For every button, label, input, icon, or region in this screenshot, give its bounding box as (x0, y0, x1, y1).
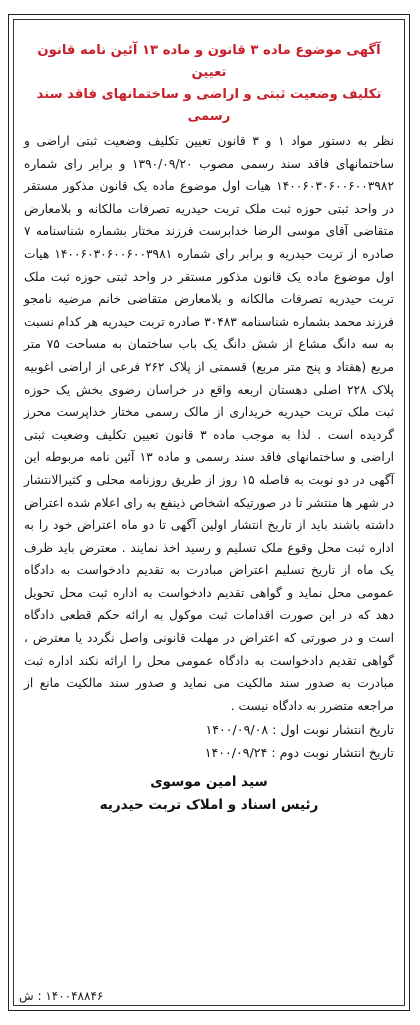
date-first-publication: تاریخ انتشار نوبت اول : ۱۴۰۰/۰۹/۰۸ (205, 722, 394, 738)
signer-title: رئیس اسناد و املاک تربت حیدریه (99, 796, 319, 813)
publication-dates (24, 719, 394, 764)
footer-code: ۱۴۰۰۴۸۸۴۶ : ش (19, 989, 104, 1003)
notice-title-line1: آگهی موضوع ماده ۳ قانون و ماده ۱۳ آئین نامه قانون تعیین (37, 43, 381, 80)
signer-name: سید امین موسوی (150, 773, 268, 790)
notice-body: نظر به دستور مواد ۱ و ۳ قانون تعیین تکلیف وضعیت ثبتی اراضی و ساختمانهای فاقد سند رسمی مصوب ۱۳۹۰/۰۹/۲۰ و برابر رای شماره ۱۴۰۰۶۰۳۰۶۰۰۶۰۰۳۹۸۲ هیات اول موضوع ماده یک قانون مذکور مستقر در واحد ثبتی حوزه ثبت ملک تربت حیدریه تصرفات مالکانه و بلامعارض متقاضی آقای موسی الرضا خدابرست فرزند مختار بشماره شناسنامه ۷ صادره از تربت حیدریه و برابر رای شماره ۱۴۰۰۶۰۳۰۶۰۰۶۰۰۳۹۸۱ هیات اول موضوع ماده یک قانون مذکور مستقر در واحد ثبتی حوزه ثبت ملک تربت حیدریه تصرفات مالکانه و بلامعارض متقاضی خانم مرضیه نامجو فرزند محمد بشماره شناسنامه ۳۰۴۸۳ صادره تربت حیدریه هر کدام نسبت به سه دانگ مشاع از شش دانگ یک باب ساختمان به مساحت ۷۵ متر مربع (هفتاد و پنج متر مربع) قسمتی از پلاک ۲۶۲ فرعی از اراضی اغوبیه پلاک ۲۲۸ اصلی دهستان اربعه واقع در خراسان رضوی بخش یک حوزه ثبت ملک تربت حیدریه خریداری از مالک رسمی مختار خداپرست محرز گردیده است . لذا به موجب ماده ۳ قانون تعیین تکلیف وضعیت ثبتی اراضی و ساختمانهای فاقد سند رسمی و ماده ۱۳ آئین نامه مربوطه این آگهی در دو نوبت به فاصله ۱۵ روز از طریق روزنامه محلی و کثیرالانتشار در شهر ها منتشر تا در صورتیکه اشخاص ذینفع به رای اعلام شده اعتراض داشته باشند باید از تاریخ انتشار اولین آگهی تا دو ماه اعتراض خود را به اداره ثبت محل وقوع ملک تسلیم و رسید اخذ نمایند . معترض باید ظرف یک ماه از تاریخ تسلیم اعتراض مبادرت به تقدیم دادخواست به دادگاه عمومی محل نماید و گواهی تقدیم دادخواست به اداره ثبت محل تحویل دهد که در این صورت اقدامات ثبت موکول به ارائه حکم قطعی دادگاه است و در صورتی که اعتراض در مهلت قانونی واصل نگردد یا معترض ، گواهی تقدیم دادخواست به دادگاه عمومی محل را ارائه نکند اداره ثبت مبادرت به صدور سند مالکیت می نماید و صدور سند مالکیت مانع از مراجعه متضرر به دادگاه نیست . (24, 134, 395, 713)
notice-outer-border (8, 14, 410, 1011)
date-second-publication: تاریخ انتشار نوبت دوم : ۱۴۰۰/۰۹/۲۴ (204, 745, 394, 761)
signature-block (24, 771, 394, 817)
notice-inner-border (13, 19, 405, 1006)
notice-title (24, 40, 394, 128)
notice-title-line2: تکلیف وضعیت ثبتی و اراضی و ساختمانهای فاقد سند رسمی (36, 87, 382, 124)
